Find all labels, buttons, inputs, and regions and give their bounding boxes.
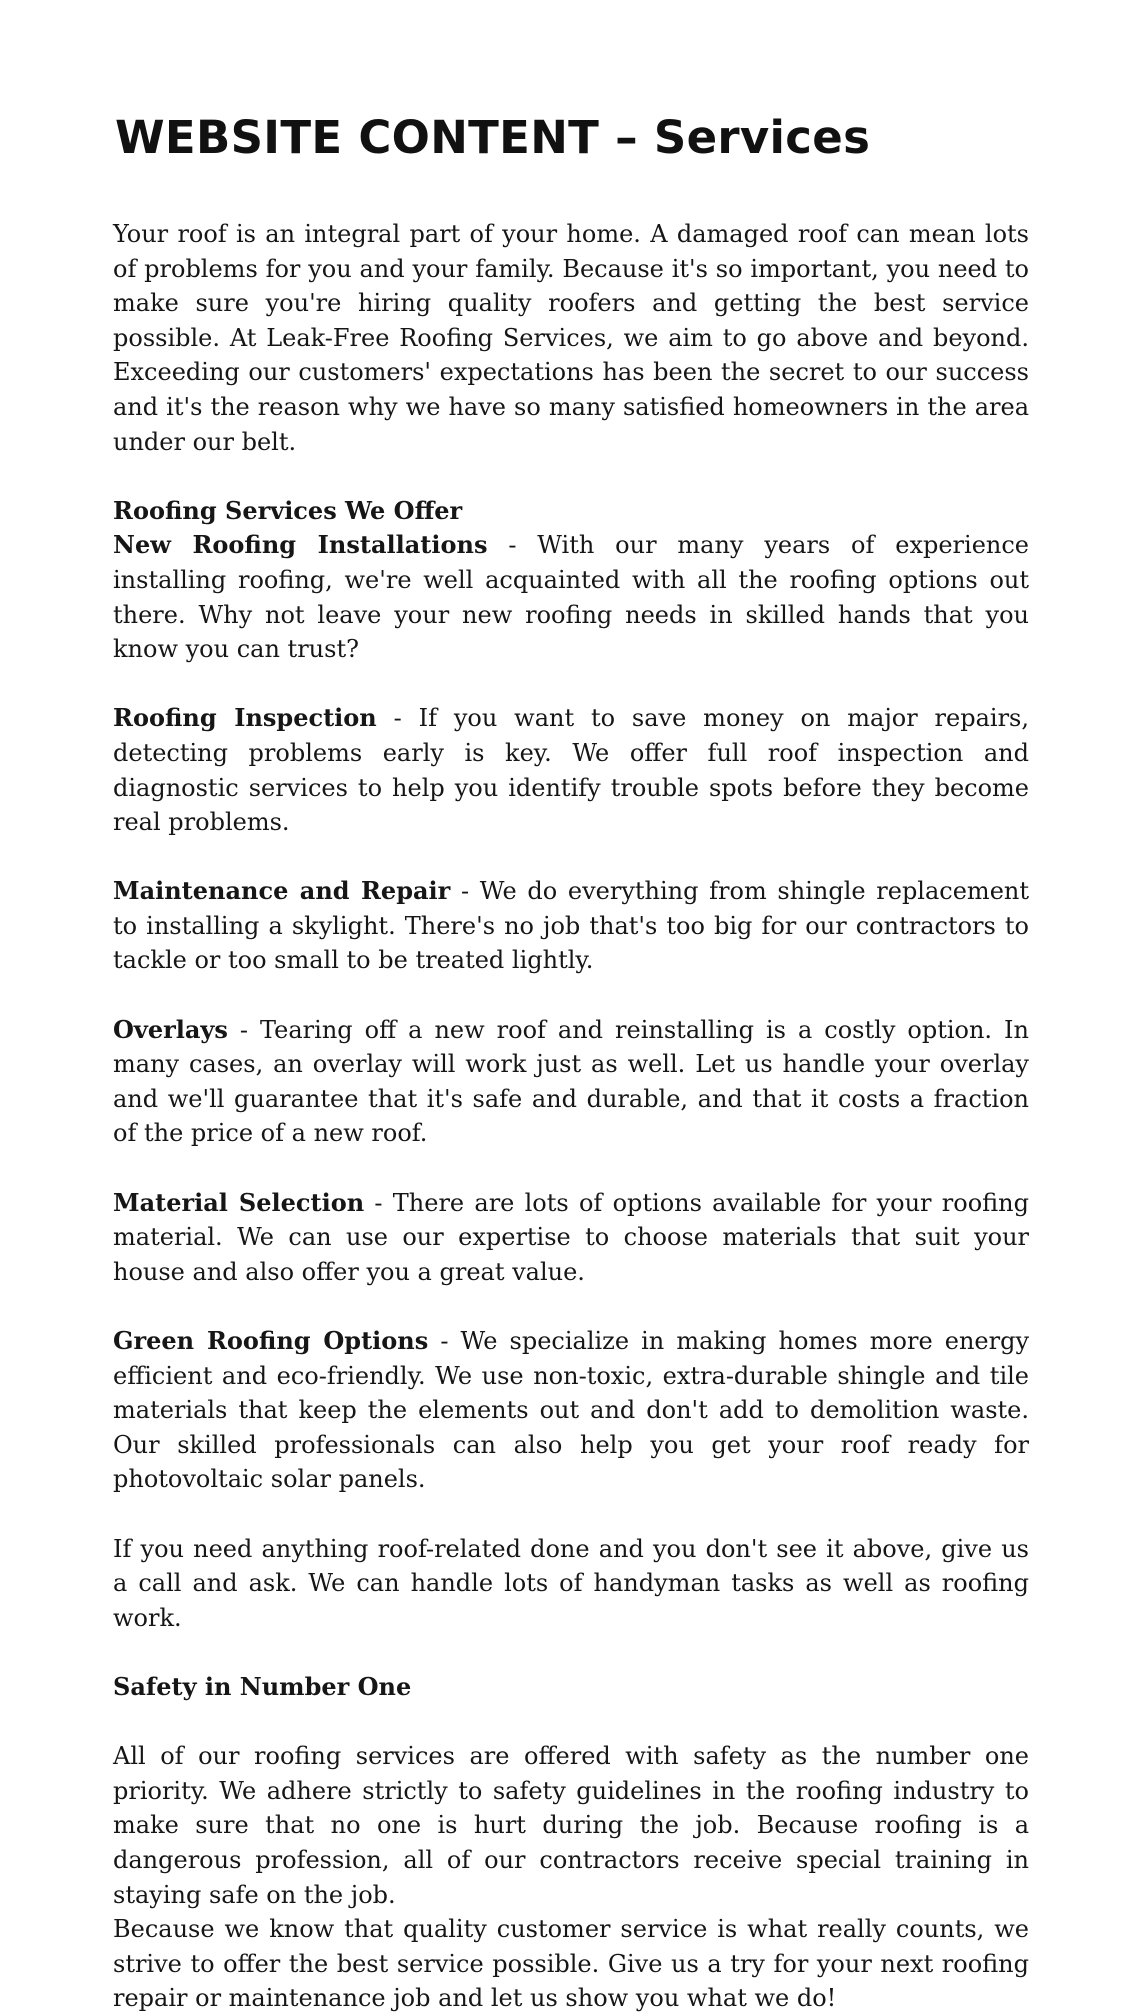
spacer	[113, 459, 1029, 494]
service-paragraph	[113, 701, 1029, 839]
safety-heading: Safety in Number One	[113, 1671, 412, 1701]
spacer	[113, 840, 1029, 875]
safety-paragraph: All of our roofing services are offered with safety as the number one priority. We adhere strictly to safety guidelines in the roofing industry to make sure that no one is hurt during the job. Because roofing is a dangerous profession, all of our contractors receive special training in staying safe on the job.	[113, 1742, 1029, 1909]
service-name: Roofing Inspection	[113, 703, 377, 733]
service-description: - With our many years of experience installing roofing, we're well acquainted with all the roofing options out there. Why not leave your new roofing needs in skilled hands that you know you can trust?	[113, 531, 1030, 664]
document-body	[113, 217, 1029, 2016]
other-services-paragraph: If you need anything roof-related done and you don't see it above, give us a call and ask. We can handle lots of handyman tasks as well as roofing work.	[113, 1534, 1029, 1632]
service-paragraph	[113, 1013, 1029, 1151]
spacer	[113, 1497, 1029, 1532]
spacer	[113, 1705, 1029, 1740]
service-name: Green Roofing Options	[113, 1326, 429, 1355]
service-paragraph	[113, 1186, 1029, 1290]
spacer	[113, 1635, 1029, 1670]
service-description: - Tearing off a new roof and reinstalling is a costly option. In many cases, an overlay will work just as well. Let us handle your overlay and we'll guarantee that it's safe and durable, and that it costs a fraction of the price of a new roof.	[113, 1015, 1029, 1148]
service-description: - There are lots of options available for your roofing material. We can use our expertise to choose materials that suit your house and also offer you a great value.	[113, 1188, 1029, 1286]
spacer	[113, 1151, 1029, 1186]
service-name: Overlays	[113, 1014, 228, 1044]
service-name: Material Selection	[113, 1187, 365, 1217]
service-paragraph	[113, 528, 1029, 666]
service-paragraph	[113, 1324, 1029, 1497]
spacer	[113, 667, 1029, 702]
service-name: New Roofing Installations	[113, 530, 488, 560]
closing-paragraph: Because we know that quality customer service is what really counts, we strive to offer the best service possible. Give us a try for your next roofing repair or maintenance job and let us show you what we do!	[113, 1915, 1029, 2013]
intro-paragraph: Your roof is an integral part of your home. A damaged roof can mean lots of problems for you and your family. Because it's so important, you need to make sure you're hiring quality roofers and getting the best service possible. At Leak-Free Roofing Services, we aim to go above and beyond. Exceeding our customers' expectations has been the secret to our success and it's the reason why we have so many satisfied homeowners in the area under our belt.	[113, 220, 1029, 456]
service-paragraph	[113, 874, 1029, 978]
spacer	[113, 1289, 1029, 1324]
service-description: - We do everything from shingle replacement to installing a skylight. There's no job that's too big for our contractors to tackle or too small to be treated lightly.	[113, 877, 1029, 975]
service-name: Maintenance and Repair	[113, 876, 451, 906]
service-description: - If you want to save money on major repairs, detecting problems early is key. We offer full roof inspection and diagnostic services to help you identify trouble spots before they become real problems.	[113, 704, 1029, 837]
service-description: - We specialize in making homes more energy efficient and eco-friendly. We use non-toxic, extra-durable shingle and tile materials that keep the elements out and don't add to demolition waste. Our skilled professionals can also help you get your roof ready for photovoltaic solar panels.	[113, 1327, 1029, 1494]
spacer	[113, 978, 1029, 1013]
page-title: WEBSITE CONTENT – Services	[115, 111, 871, 164]
services-heading: Roofing Services We Offer	[113, 495, 463, 525]
